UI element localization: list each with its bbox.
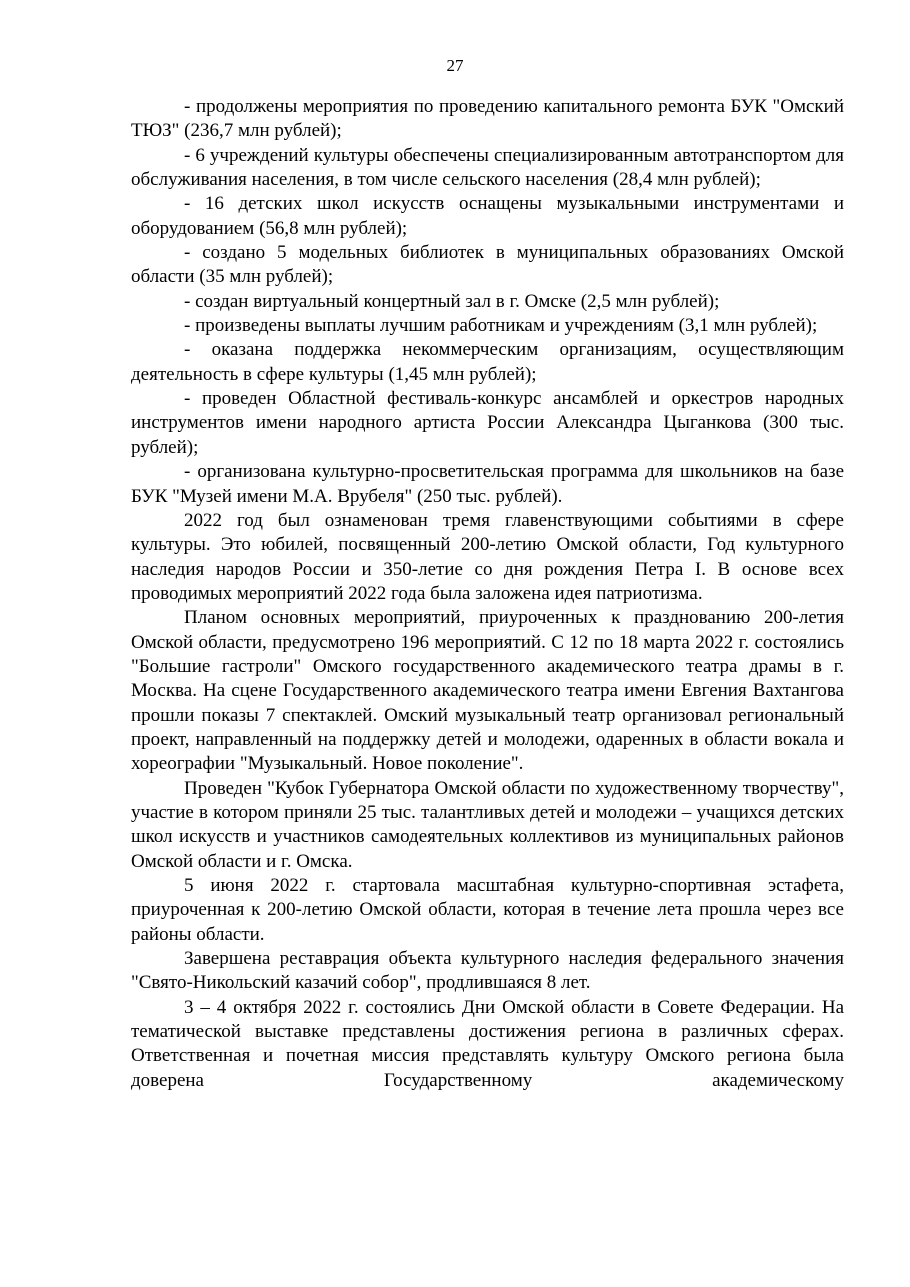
paragraph-relay: 5 июня 2022 г. стартовала масштабная культурно-спортивная эстафета, приуроченная к 200-летию Омской области, которая в течение лета прошла через все районы области. (131, 875, 844, 945)
document-body (131, 95, 844, 1093)
list-item-best-workers: - произведены выплаты лучшим работникам и учреждениям (3,1 млн рублей); (184, 315, 818, 337)
paragraph-governor-cup: Проведен "Кубок Губернатора Омской области по художественному творчеству", участие в котором приняли 25 тыс. талантливых детей и молодежи – учащихся детских школ искусств и участников самодеятельных коллективов из муниципальных районов Омской области и г. Омска. (131, 777, 844, 872)
list-item-tyuz-repair: - продолжены мероприятия по проведению капитального ремонта БУК "Омский ТЮЗ" (236,7 млн рублей); (131, 96, 844, 142)
paragraph-anniversary-plan: Планом основных мероприятий, приуроченных к празднованию 200-летия Омской области, предусмотрено 196 мероприятий. С 12 по 18 марта 2022 г. состоялись "Большие гастроли" Омского государственного академического театра драмы в г. Москва. На сцене Государственного академического театра имени Евгения Вахтангова прошли показы 7 спектаклей. Омский музыкальный театр организовал региональный проект, направленный на поддержку детей и молодежи, одаренных в области вокала и хореографии "Музыкальный. Новое поколение". (131, 607, 844, 775)
list-item-art-schools: - 16 детских школ искусств оснащены музыкальными инструментами и оборудованием (56,8 млн рублей); (131, 193, 844, 239)
list-item-virtual-concert-hall: - создан виртуальный концертный зал в г. Омске (2,5 млн рублей); (184, 290, 720, 312)
paragraph-cathedral-restoration: Завершена реставрация объекта культурного наследия федерального значения "Свято-Никольский казачий собор", продлившаяся 8 лет. (131, 948, 844, 994)
list-item-model-libraries: - создано 5 модельных библиотек в муниципальных образованиях Омской области (35 млн рублей); (131, 242, 844, 288)
paragraph-federation-council: 3 – 4 октября 2022 г. состоялись Дни Омской области в Совете Федерации. На тематической выставке представлены достижения региона в различных сферах. Ответственная и почетная миссия представлять культуру Омского региона была доверена Государственному академическому (131, 996, 844, 1091)
page-number: 27 (446, 56, 464, 75)
list-item-vehicles: - 6 учреждений культуры обеспечены специализированным автотранспортом для обслуживания населения, в том числе сельского населения (28,4 млн рублей); (131, 144, 844, 191)
list-item-folk-festival: - проведен Областной фестиваль-конкурс ансамблей и оркестров народных инструментов имени народного артиста России Александра Цыганкова (300 тыс. рублей); (131, 388, 844, 458)
list-item-vrubel-program: - организована культурно-просветительская программа для школьников на базе БУК "Музей имени М.А. Врубеля" (250 тыс. рублей). (131, 461, 844, 507)
paragraph-2022-events: 2022 год был ознаменован тремя главенствующими событиями в сфере культуры. Это юбилей, посвященный 200-летию Омской области, Год культурного наследия народов России и 350-летие со дня рождения Петра I. В основе всех проводимых мероприятий 2022 года была заложена идея патриотизма. (131, 509, 844, 604)
list-item-nonprofit-support: - оказана поддержка некоммерческим организациям, осуществляющим деятельность в сфере культуры (1,45 млн рублей); (131, 339, 844, 385)
